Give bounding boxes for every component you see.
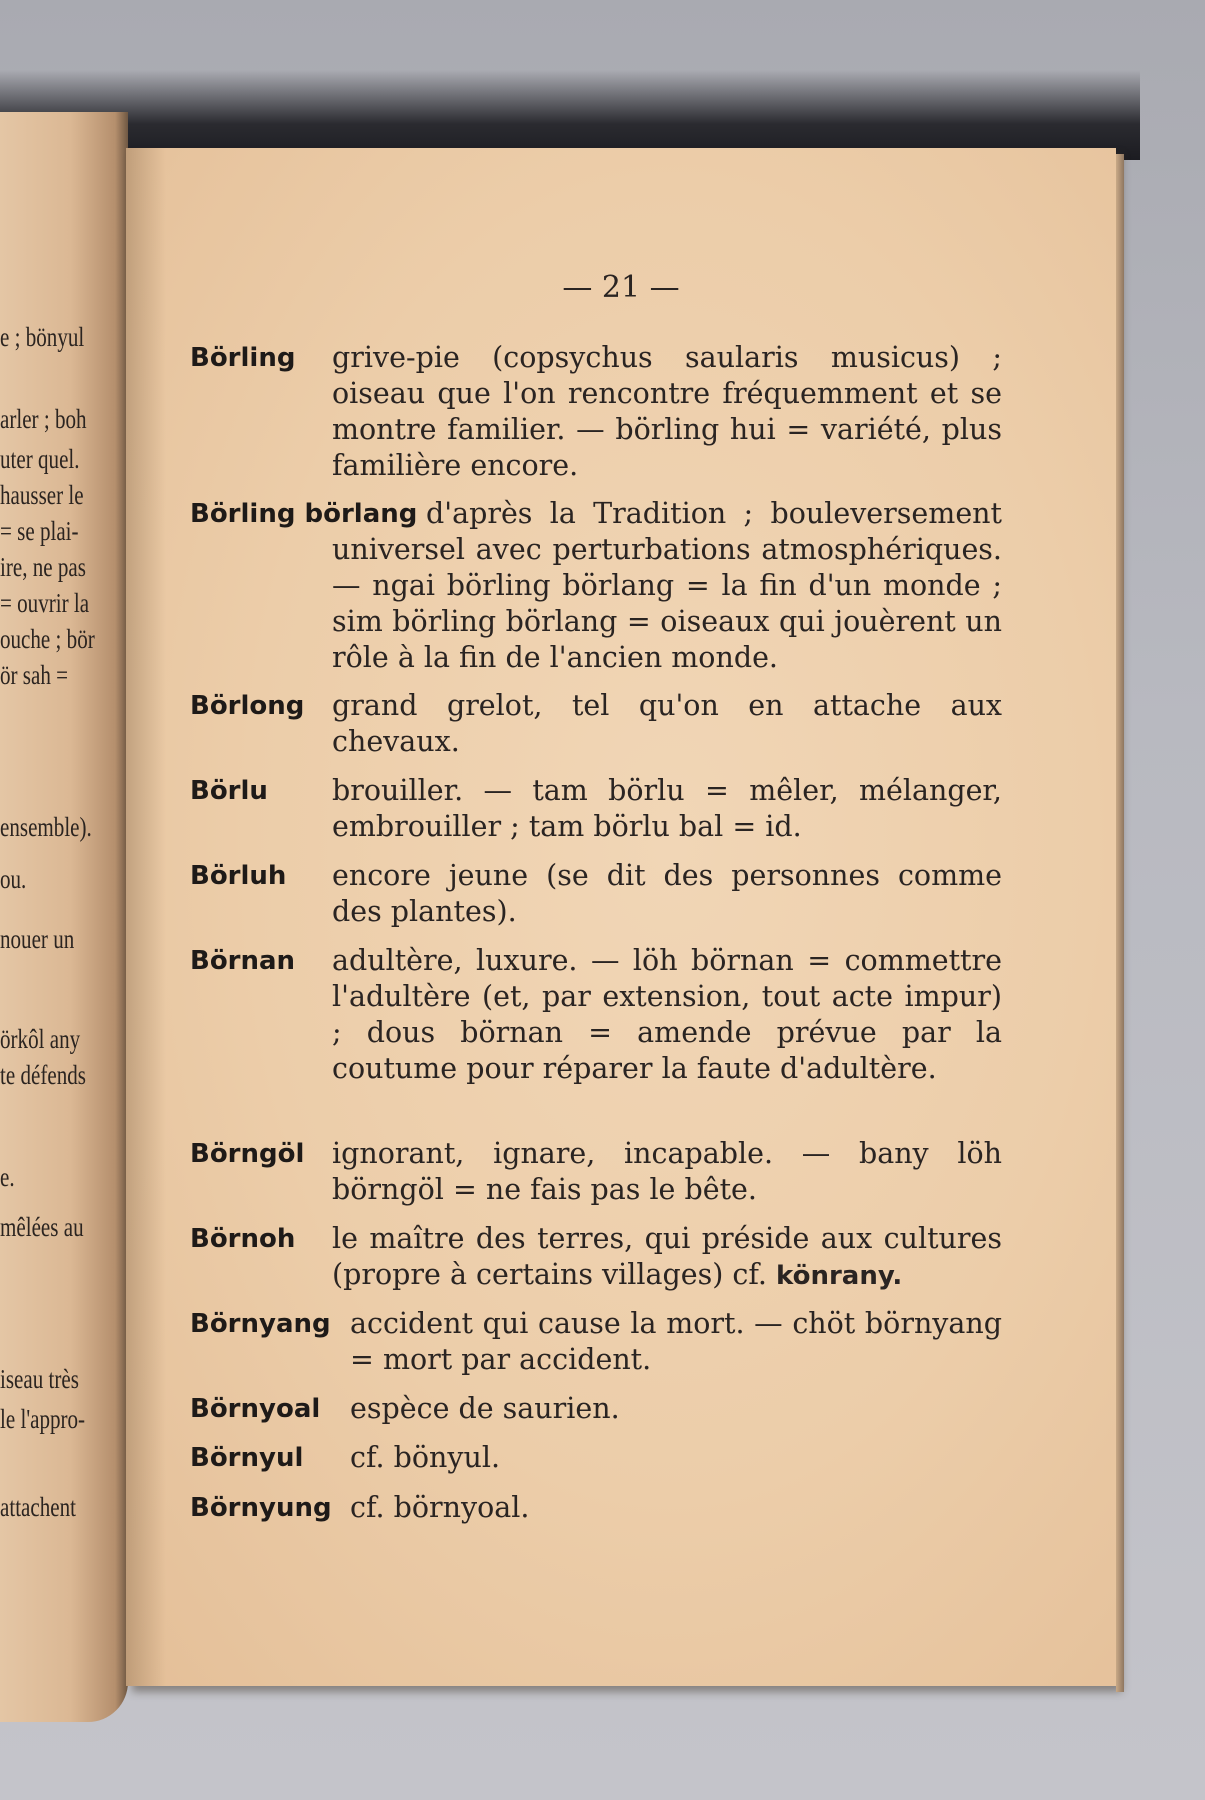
dictionary-entry	[190, 1391, 1002, 1427]
entry-headword: Börlu	[190, 776, 268, 806]
entry-definition: grand grelot, tel qu'on en attache aux chevaux.	[332, 689, 1002, 758]
left-page-line: ouche ; bör	[0, 624, 95, 654]
entry-headword: Börlong	[190, 691, 305, 721]
entry-headword: Börnyang	[190, 1309, 331, 1339]
entry-definition: ignorant, ignare, incapable. — bany löh börngöl = ne fais pas le bête.	[332, 1137, 1002, 1206]
left-page-line: ensemble).	[0, 812, 92, 842]
entry-definition: espèce de saurien.	[350, 1392, 620, 1425]
left-page-line: mêlées au	[0, 1212, 84, 1242]
dictionary-entry	[190, 496, 1002, 676]
left-page-line: = ouvrir la	[0, 588, 90, 618]
left-page-line: hausser le	[0, 480, 84, 510]
left-page-line: uter quel.	[0, 444, 80, 474]
dictionary-entry	[190, 688, 1002, 760]
entry-headword: Börnyul	[190, 1443, 304, 1473]
entry-definition: encore jeune (se dit des personnes comme des plantes).	[332, 859, 1002, 928]
dictionary-entry	[190, 773, 1002, 845]
dictionary-entry	[190, 1490, 1002, 1526]
dictionary-entry	[190, 1221, 1002, 1294]
entry-definition: brouiller. — tam börlu = mêler, mélanger, embrouiller ; tam börlu bal = id.	[332, 774, 1002, 843]
entry-definition: cf. börnyoal.	[350, 1491, 530, 1524]
left-page-line: e ; bönyul	[0, 322, 85, 352]
dictionary-entry	[190, 943, 1002, 1087]
dictionary-entry	[190, 1440, 1002, 1476]
dictionary-entry	[190, 1136, 1002, 1208]
left-page-line: iseau très	[0, 1364, 79, 1394]
left-page-line: nouer un	[0, 924, 75, 954]
entry-headword: Börnan	[190, 946, 296, 976]
left-page-line: le l'appro-	[0, 1404, 86, 1434]
left-page-line: ire, ne pas	[0, 552, 86, 582]
dictionary-page	[126, 148, 1116, 1686]
entry-definition-text: le maître des terres, qui préside aux cultures (propre à certains villages) cf.	[332, 1222, 1002, 1291]
left-page	[0, 112, 128, 1722]
entry-definition: accident qui cause la mort. — chöt börnyang = mort par accident.	[350, 1307, 1002, 1376]
entry-headword: Börnyoal	[190, 1394, 321, 1424]
page-gutter	[126, 148, 166, 1686]
entry-headword: Börnoh	[190, 1224, 296, 1254]
entry-headword: Börling börlang	[190, 499, 418, 529]
entry-definition: d'après la Tradition ; bouleversement universel avec perturbations atmosphériques. — ngai börling börlang = la fin d'un monde ; sim börling börlang = oiseaux qui jouèrent un rôle à la fin de l'ancien monde.	[332, 497, 1002, 674]
entry-definition: cf. bönyul.	[350, 1441, 501, 1474]
left-page-line: örkôl any	[0, 1024, 81, 1054]
cross-reference: könrany.	[776, 1261, 903, 1291]
dictionary-entry	[190, 340, 1002, 484]
background-shadow	[0, 70, 1140, 160]
entry-definition: adultère, luxure. — löh börnan = commettre l'adultère (et, par extension, tout acte impur) ; dous börnan = amende prévue par la coutume pour réparer la faute d'adultère.	[332, 944, 1002, 1085]
entry-headword: Börngöl	[190, 1139, 305, 1169]
left-page-line: arler ; boh	[0, 404, 87, 434]
dictionary-entry	[190, 1306, 1002, 1378]
entry-headword: Börling	[190, 343, 296, 373]
entry-definition	[332, 1221, 1002, 1294]
left-page-line: e.	[0, 1162, 15, 1192]
dictionary-entry	[190, 858, 1002, 930]
entry-headword: Börnyung	[190, 1493, 332, 1523]
entry-headword: Börluh	[190, 861, 287, 891]
left-page-line: = se plai-	[0, 516, 79, 546]
page-number: — 21 —	[562, 270, 680, 305]
left-page-line: ör sah =	[0, 660, 69, 690]
left-page-line: te défends	[0, 1060, 86, 1090]
left-page-line: ou.	[0, 864, 27, 894]
entry-definition: grive-pie (copsychus saularis musicus) ; oiseau que l'on rencontre fréquemment et se montre familier. — börling hui = variété, plus familière encore.	[332, 341, 1002, 482]
left-page-line: attachent	[0, 1492, 77, 1522]
